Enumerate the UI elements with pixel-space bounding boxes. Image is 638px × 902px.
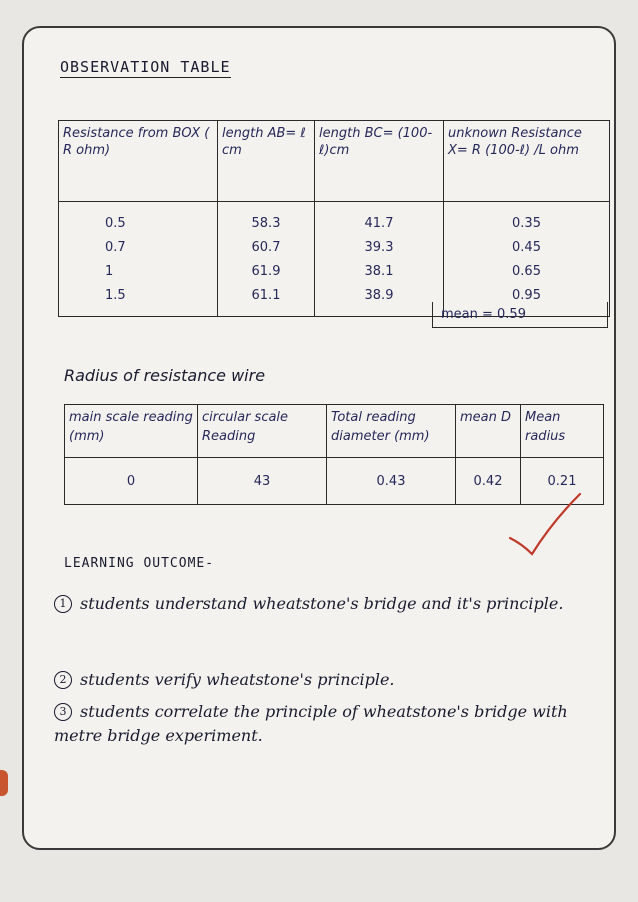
- outcome-item-1: [54, 592, 594, 616]
- cell: 0.95: [512, 288, 541, 303]
- cell-circular-scale: 43: [198, 458, 327, 505]
- cell: 1: [105, 264, 114, 279]
- column-length-bc-values: [315, 202, 444, 317]
- observation-table-title: OBSERVATION TABLE: [60, 58, 231, 76]
- cell: 0.45: [512, 240, 541, 255]
- cell: 58.3: [251, 216, 281, 231]
- header-mean-radius: Mean radius: [521, 405, 604, 458]
- page-edge-mark: [0, 770, 8, 796]
- notebook-page: [22, 26, 616, 850]
- radius-section-title: Radius of resistance wire: [64, 366, 266, 385]
- column-length-ab-values: [218, 202, 315, 317]
- header-length-bc: length BC= (100-ℓ)cm: [315, 121, 444, 202]
- header-total-reading: Total reading diameter (mm): [327, 405, 456, 458]
- cell: 61.1: [251, 288, 281, 303]
- cell: 38.9: [364, 288, 394, 303]
- outcome-item-3: [54, 700, 594, 748]
- table-header-row: [65, 405, 604, 458]
- outcome-text: students understand wheatstone's bridge and it's principle.: [80, 594, 564, 613]
- cell: 61.9: [251, 264, 281, 279]
- cell-main-scale: 0: [65, 458, 198, 505]
- cell: 0.5: [105, 216, 126, 231]
- cell-mean-d: 0.42: [456, 458, 521, 505]
- table-header-row: [59, 121, 610, 202]
- header-resistance-box: Resistance from BOX ( R ohm): [59, 121, 218, 202]
- outcome-item-2: [54, 668, 594, 692]
- header-circular-scale: circular scale Reading: [198, 405, 327, 458]
- cell: 0.7: [105, 240, 126, 255]
- teacher-check-mark-icon: [504, 492, 584, 562]
- cell: 41.7: [364, 216, 394, 231]
- column-resistance-values: [59, 202, 218, 317]
- header-mean-d: mean D: [456, 405, 521, 458]
- cell: 60.7: [251, 240, 281, 255]
- table-data-row: [59, 202, 610, 317]
- number-badge: 1: [54, 595, 72, 613]
- outcome-text: students correlate the principle of wheatstone's bridge with metre bridge experiment.: [54, 702, 568, 745]
- cell-mean-radius: 0.21: [521, 458, 604, 505]
- outcome-text: students verify wheatstone's principle.: [80, 670, 395, 689]
- header-main-scale: main scale reading (mm): [65, 405, 198, 458]
- cell: 39.3: [364, 240, 394, 255]
- cell: 0.65: [512, 264, 541, 279]
- radius-table: [64, 404, 604, 505]
- number-badge: 3: [54, 703, 72, 721]
- header-length-ab: length AB= ℓ cm: [218, 121, 315, 202]
- mean-resistance: mean = 0.59: [432, 302, 608, 328]
- learning-outcome-title: LEARNING OUTCOME-: [64, 556, 215, 571]
- column-unknown-resistance-values: [444, 202, 610, 317]
- cell-total-reading: 0.43: [327, 458, 456, 505]
- cell: 38.1: [364, 264, 394, 279]
- observation-table: [58, 120, 610, 317]
- cell: 1.5: [105, 288, 126, 303]
- cell: 0.35: [512, 216, 541, 231]
- header-unknown-resistance: unknown Resistance X= R (100-ℓ) /L ohm: [444, 121, 610, 202]
- number-badge: 2: [54, 671, 72, 689]
